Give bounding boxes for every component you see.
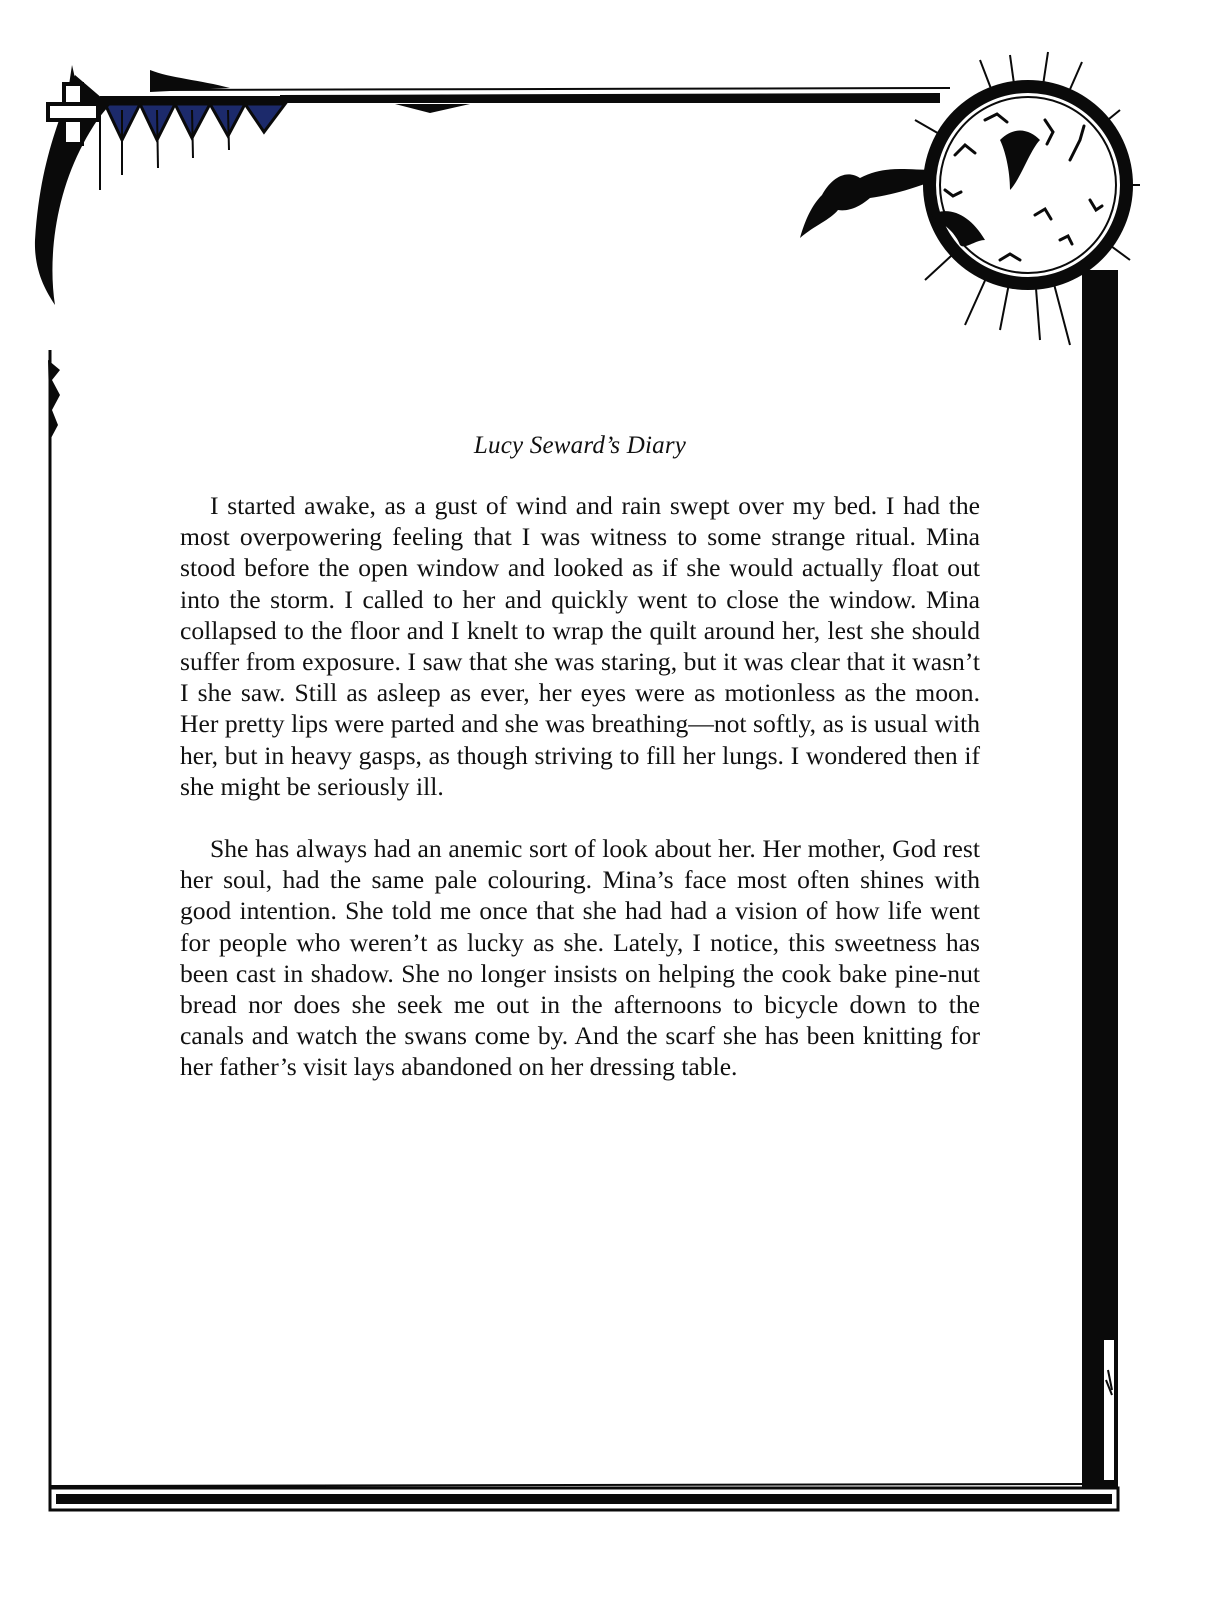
paragraph-2: She has always had an anemic sort of look about her. Her mother, God rest her soul, had the same pale colouring. Mina’s face most often shines with good intention. She told me once that she had had a vision of how life went for people who weren’t as lucky as she. Lately, I notice, this sweetness has been cast in shadow. She no longer insists on helping the cook bake pine-nut bread nor does she seek me out in the afternoons to bicycle down to the canals and watch the swans come by. And the scarf she has been knitting for her father’s visit lays abandoned on her dressing table. bbox=[180, 834, 980, 1082]
left-border bbox=[48, 350, 60, 1510]
paragraph-1: I started awake, as a gust of wind and rain swept over my bed. I had the most overpowering feeling that I was witness to some strange ritual. Mina stood before the open window and looked as if she would actually float out into the storm. I called to her and quickly went to close the window. Mina collapsed to the floor and I knelt to wrap the quilt around her, lest she should suffer from exposure. I saw that she was staring, but it was clear that it wasn’t I she saw. Still as asleep as ever, her eyes were as motionless as the moon. Her pretty lips were parted and she was breathing—not softly, as is usual with her, but in heavy gasps, as though striving to fill her lungs. I wondered then if she might be seriously ill. bbox=[180, 491, 980, 801]
right-border bbox=[1082, 270, 1118, 1488]
bat-icon bbox=[800, 169, 935, 238]
page-title: Lucy Seward’s Diary bbox=[473, 432, 687, 459]
bottom-border bbox=[50, 1484, 1118, 1510]
diary-content bbox=[180, 432, 980, 1114]
